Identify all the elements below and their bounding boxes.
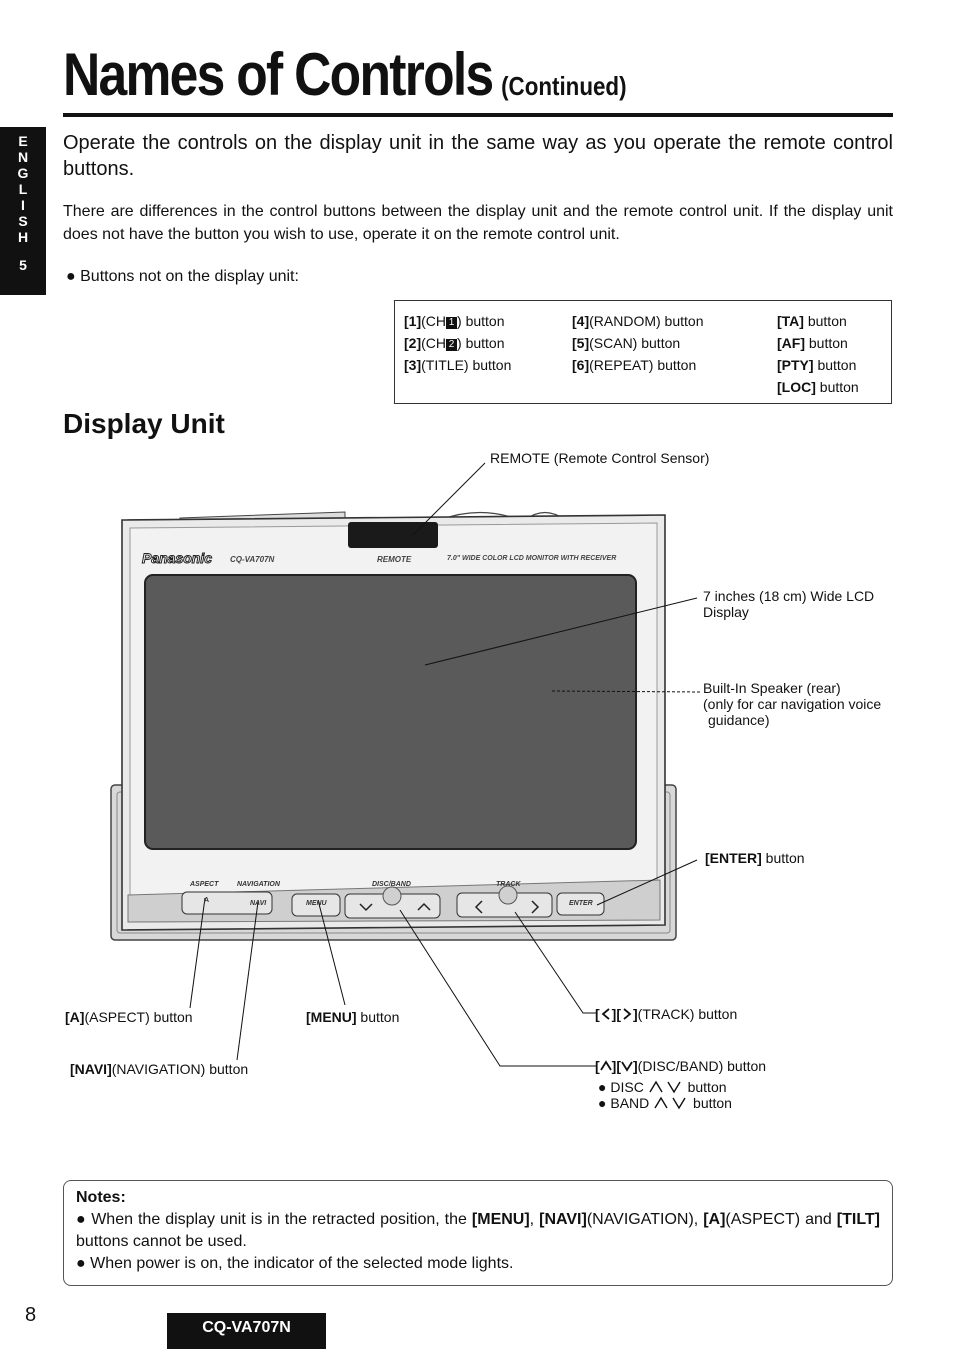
device-model-label: CQ-VA707N bbox=[230, 555, 275, 564]
callout-discband: [ ][ ](DISC/BAND) button bbox=[595, 1058, 767, 1074]
language-letter: I bbox=[21, 197, 25, 213]
title-rule bbox=[63, 113, 893, 117]
callout-lcd-line: Display bbox=[703, 604, 749, 620]
language-letter: E bbox=[18, 133, 28, 149]
callout-enter: [ENTER] button bbox=[705, 850, 805, 866]
notes-box bbox=[63, 1180, 893, 1286]
lcd-display bbox=[145, 575, 636, 849]
title-suffix: (Continued) bbox=[501, 71, 627, 101]
callout-speaker-line: (only for car navigation voice bbox=[703, 696, 882, 712]
device-tagline: 7.0" WIDE COLOR LCD MONITOR WITH RECEIVER bbox=[447, 555, 617, 562]
navi-button-label[interactable]: NAVI bbox=[250, 900, 267, 907]
track-group-label: TRACK bbox=[496, 881, 521, 888]
discband-group-label: DISC/BAND bbox=[372, 881, 411, 888]
buttons-not-on-unit-box bbox=[394, 300, 892, 404]
up-down-chevrons-icon bbox=[653, 1096, 689, 1110]
language-letter: S bbox=[18, 213, 28, 229]
callout-lcd-line: 7 inches (18 cm) Wide LCD bbox=[703, 588, 875, 604]
button-entry: [LOC] button bbox=[777, 379, 859, 395]
track-right-icon bbox=[621, 1008, 633, 1020]
differences-paragraph: There are differences in the control buttons between the display unit and the remote control unit. If the display unit does not have the button you wish to use, operate it on the remote control unit. bbox=[63, 203, 893, 243]
note-item: ● When power is on, the indicator of the selected mode lights. bbox=[76, 1255, 514, 1272]
button-entry: [TA] button bbox=[777, 313, 847, 329]
note-item: ● When the display unit is in the retracted position, the [MENU], [NAVI](NAVIGATION), [A](ASPECT) and [TILT] buttons cannot be used. bbox=[76, 1211, 880, 1250]
remote-sensor bbox=[348, 522, 438, 548]
callout-speaker bbox=[703, 680, 881, 728]
model-badge: CQ-VA707N bbox=[167, 1313, 326, 1349]
button-column-1 bbox=[404, 310, 511, 376]
track-left-icon bbox=[600, 1008, 612, 1020]
up-chevron-icon bbox=[600, 1060, 612, 1072]
brand-logo: Panasonic bbox=[142, 550, 213, 566]
enter-button-label[interactable]: ENTER bbox=[569, 900, 593, 907]
button-entry: [3](TITLE) button bbox=[404, 357, 512, 373]
bullet-text: Buttons not on the display unit: bbox=[80, 268, 299, 285]
callout-speaker-line: Built-In Speaker (rear) bbox=[703, 680, 841, 696]
callout-lcd bbox=[703, 588, 874, 620]
menu-button-label[interactable]: MENU bbox=[306, 900, 327, 907]
bullet-dot: ● bbox=[66, 268, 76, 285]
title-main: Names of Controls bbox=[63, 41, 493, 108]
language-letter: G bbox=[17, 165, 29, 181]
button-entry: [PTY] button bbox=[777, 357, 857, 373]
language-letter: N bbox=[17, 149, 29, 165]
display-unit-illustration bbox=[0, 440, 954, 1140]
language-letter: H bbox=[17, 229, 29, 245]
callout-menu: [MENU] button bbox=[306, 1009, 400, 1025]
button-entry: [AF] button bbox=[777, 335, 848, 351]
language-letter: L bbox=[18, 181, 28, 197]
button-entry: [2](CH 2 ) button bbox=[404, 335, 505, 351]
language-tab bbox=[0, 127, 46, 295]
callout-aspect: [A](ASPECT) button bbox=[65, 1009, 193, 1025]
callout-remote: REMOTE (Remote Control Sensor) bbox=[490, 450, 710, 466]
up-down-chevrons-icon bbox=[648, 1080, 684, 1094]
aspect-group-label: ASPECT bbox=[190, 881, 219, 888]
page-title bbox=[63, 40, 627, 109]
callout-navi: [NAVI](NAVIGATION) button bbox=[70, 1061, 249, 1077]
navigation-group-label: NAVIGATION bbox=[237, 881, 280, 888]
button-entry: [6](REPEAT) button bbox=[572, 357, 697, 373]
button-entry: [1](CH 1 ) button bbox=[404, 313, 505, 329]
callout-speaker-line: guidance) bbox=[708, 712, 770, 728]
button-column-2 bbox=[572, 310, 703, 376]
down-chevron-icon bbox=[621, 1060, 633, 1072]
remote-label: REMOTE bbox=[377, 555, 412, 564]
callout-band-sub: ● BAND button bbox=[598, 1095, 732, 1111]
intro-text: Operate the controls on the display unit in the same way as you operate the remote control buttons. bbox=[63, 132, 893, 180]
a-button-label[interactable]: A bbox=[204, 897, 210, 904]
callout-track: [ ][ ](TRACK) button bbox=[595, 1006, 738, 1022]
button-entry: [4](RANDOM) button bbox=[572, 313, 704, 329]
page-number: 8 bbox=[25, 1304, 37, 1326]
section-number: 5 bbox=[19, 257, 27, 273]
callout-disc-sub: ● DISC button bbox=[598, 1079, 727, 1095]
section-title: Display Unit bbox=[63, 408, 225, 439]
notes-heading: Notes: bbox=[76, 1189, 126, 1206]
button-entry: [5](SCAN) button bbox=[572, 335, 681, 351]
button-column-3 bbox=[777, 310, 859, 398]
bullet-buttons-not-on-unit bbox=[66, 268, 299, 286]
